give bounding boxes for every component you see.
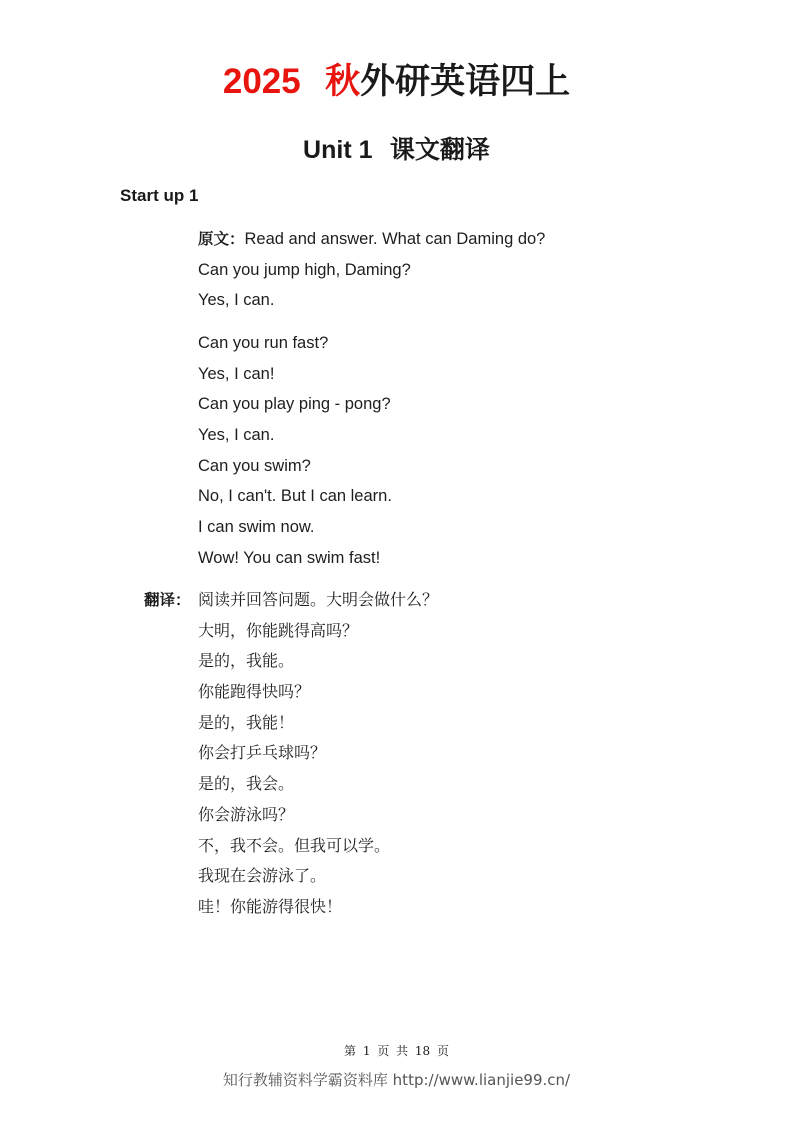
- original-text-block-a: [198, 224, 545, 316]
- translation-line: 大明，你能跳得高吗？: [198, 620, 359, 640]
- original-line: Yes, I can!: [198, 364, 275, 383]
- original-line: Can you swim?: [198, 456, 311, 475]
- translation-line: 阅读并回答问题。大明会做什么？: [198, 590, 439, 609]
- subtitle-text: 课文翻译: [389, 135, 490, 164]
- title-year: 2025: [222, 62, 301, 101]
- original-line: Can you play ping - pong?: [198, 395, 391, 414]
- title-season: 秋: [325, 62, 361, 102]
- subtitle-unit: Unit 1: [303, 136, 373, 164]
- original-line: Read and answer. What can Daming do?: [244, 230, 546, 248]
- translation-line: 你会游泳吗？: [198, 804, 295, 824]
- translation-line: 你会打乒乓球吗？: [198, 743, 327, 763]
- original-first-line: [198, 224, 545, 255]
- translation-text-block: [198, 585, 438, 923]
- title-rest: 外研英语四上: [360, 62, 571, 102]
- page-number: 第 1 页 共 18 页: [344, 1044, 449, 1058]
- footer-source: 知行教辅资料学霸资料库 http://www.lianjie99.cn/: [222, 1071, 571, 1089]
- original-line: No, I can't. But I can learn.: [198, 487, 392, 506]
- document-title: [0, 58, 793, 106]
- original-line: Can you run fast?: [198, 334, 329, 352]
- original-line: Yes, I can.: [198, 426, 275, 445]
- section-heading: Start up 1: [120, 186, 199, 205]
- translation-label: 翻译：: [144, 590, 191, 609]
- translation-line: 你能跑得快吗？: [198, 682, 311, 702]
- original-label: 原文：: [198, 229, 245, 248]
- translation-line: 是的，我能。: [198, 651, 295, 671]
- original-line: Yes, I can.: [198, 291, 275, 310]
- original-line: Can you jump high, Daming?: [198, 260, 411, 279]
- original-text-block-b: [198, 328, 392, 574]
- translation-line: 是的，我会。: [198, 774, 295, 794]
- document-subtitle: [0, 132, 793, 168]
- original-line: Wow! You can swim fast!: [198, 548, 381, 567]
- translation-line: 不，我不会。但我可以学。: [198, 835, 391, 855]
- original-line: I can swim now.: [198, 518, 315, 537]
- translation-line: 我现在会游泳了。: [198, 866, 327, 886]
- translation-line: 哇！你能游得很快！: [198, 896, 343, 916]
- translation-line: 是的，我能！: [198, 712, 295, 732]
